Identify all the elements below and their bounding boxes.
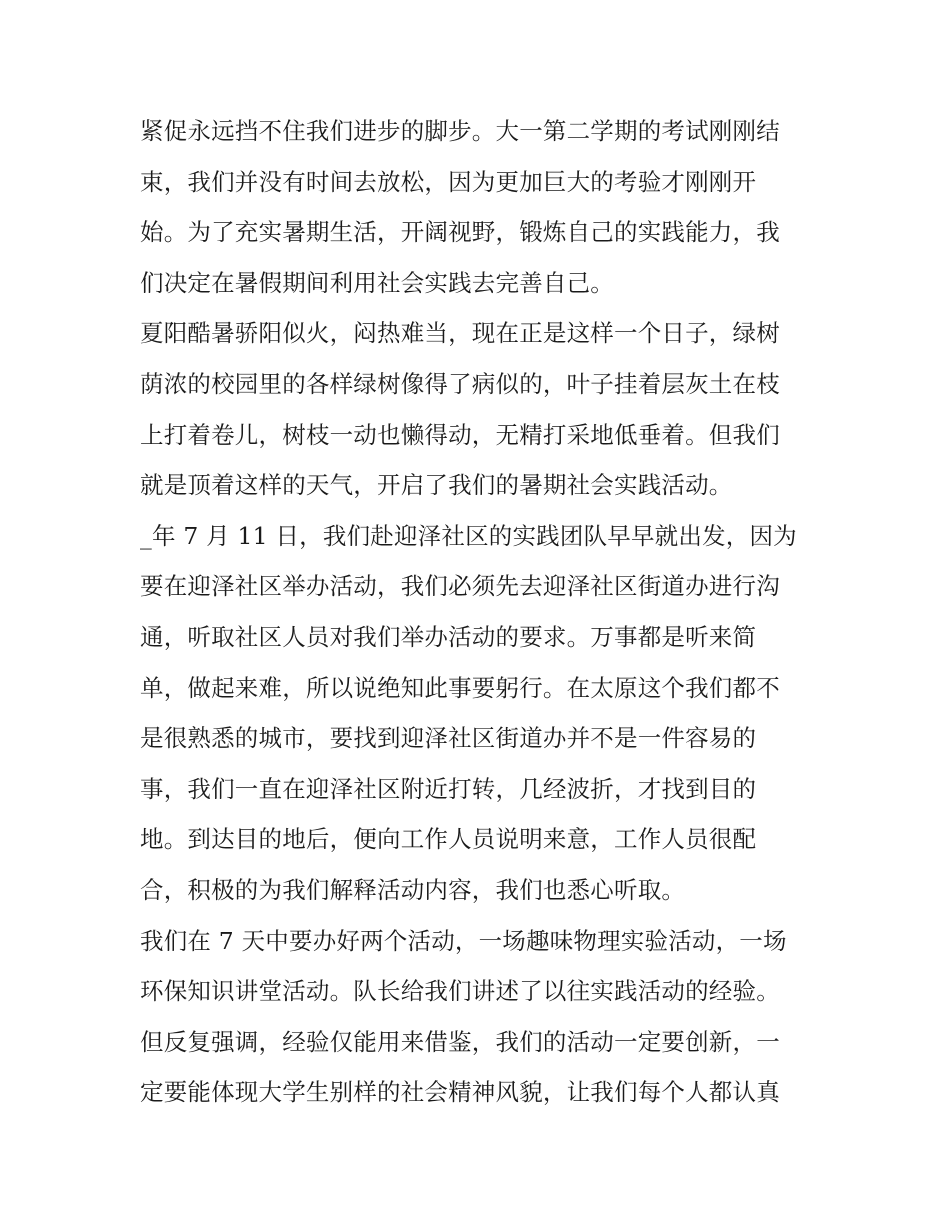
text-line: 地。到达目的地后，便向工作人员说明来意，工作人员很配 bbox=[140, 825, 757, 854]
text-line: 紧促永远挡不住我们进步的脚步。大一第二学期的考试刚刚结 bbox=[140, 117, 780, 145]
text-line: 们决定在暑假期间利用社会实践去完善自己。 bbox=[140, 268, 614, 297]
text-line: 就是顶着这样的天气，开启了我们的暑期社会实践活动。 bbox=[140, 471, 733, 500]
text-line: _年 7 月 11 日，我们赴迎泽社区的实践团队早早就出发，因为 bbox=[140, 521, 797, 550]
text-line: 定要能体现大学生别样的社会精神风貌，让我们每个人都认真 bbox=[140, 1078, 780, 1107]
text-line: 夏阳酷暑骄阳似火，闷热难当，现在正是这样一个日子，绿树 bbox=[140, 319, 780, 348]
text-line: 通，听取社区人员对我们举办活动的要求。万事都是听来简 bbox=[140, 622, 757, 651]
text-line: 单，做起来难，所以说绝知此事要躬行。在太原这个我们都不 bbox=[140, 673, 780, 702]
text-line: 环保知识讲堂活动。队长给我们讲述了以往实践活动的经验。 bbox=[140, 977, 780, 1006]
document-body bbox=[140, 106, 812, 1118]
text-line: 事，我们一直在迎泽社区附近打转，几经波折，才找到目的 bbox=[140, 774, 757, 803]
text-line: 荫浓的校园里的各样绿树像得了病似的，叶子挂着层灰土在枝 bbox=[140, 369, 780, 398]
text-line: 合，积极的为我们解释活动内容，我们也悉心听取。 bbox=[140, 875, 686, 904]
text-line: 上打着卷儿，树枝一动也懒得动，无精打采地低垂着。但我们 bbox=[140, 420, 780, 449]
text-line: 束，我们并没有时间去放松，因为更加巨大的考验才刚刚开 bbox=[140, 167, 757, 196]
text-line: 但反复强调，经验仅能用来借鉴，我们的活动一定要创新，一 bbox=[140, 1027, 780, 1056]
text-line: 始。为了充实暑期生活，开阔视野，锻炼自己的实践能力，我 bbox=[140, 218, 780, 247]
text-line: 要在迎泽社区举办活动，我们必须先去迎泽社区街道办进行沟 bbox=[140, 572, 780, 601]
text-line: 是很熟悉的城市，要找到迎泽社区街道办并不是一件容易的 bbox=[140, 724, 757, 753]
text-line: 我们在 7 天中要办好两个活动，一场趣味物理实验活动，一场 bbox=[140, 926, 787, 955]
